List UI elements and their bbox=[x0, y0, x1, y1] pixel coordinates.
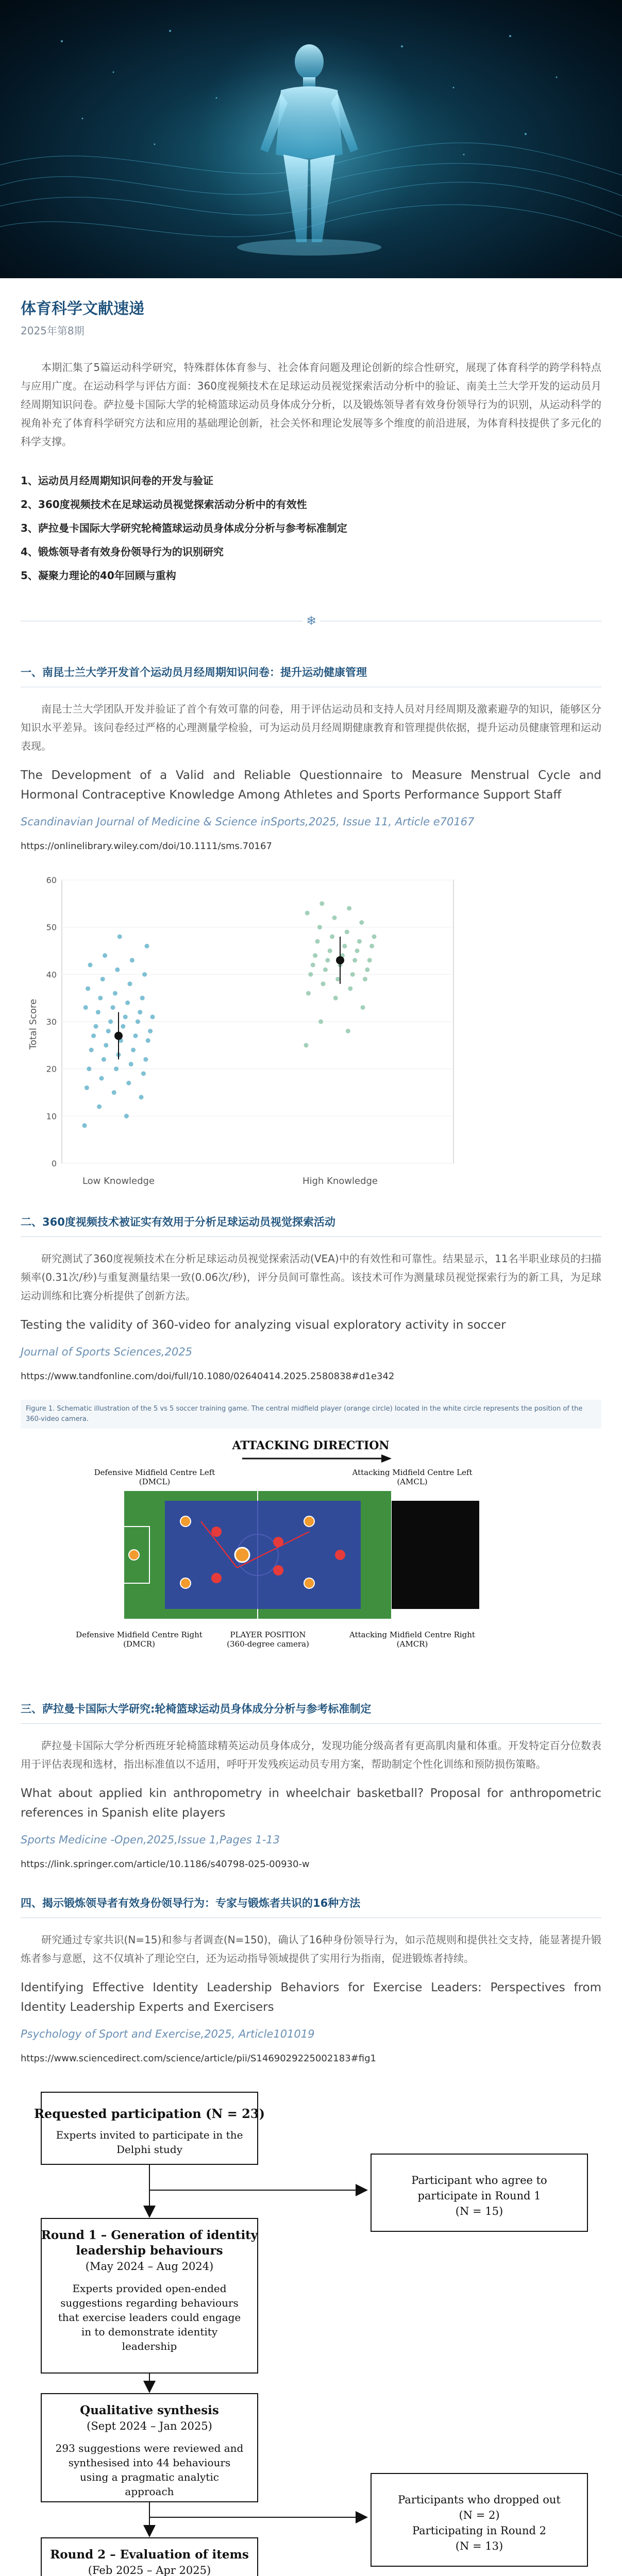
data-point bbox=[133, 1033, 138, 1038]
article-section-4 bbox=[0, 1895, 622, 2576]
data-point bbox=[139, 1095, 144, 1099]
data-point bbox=[125, 1001, 130, 1005]
flow-box-title: leadership behaviours bbox=[76, 2244, 223, 2258]
camera-player-marker bbox=[235, 1548, 249, 1562]
data-point bbox=[150, 1014, 155, 1019]
flow-box-title: Requested participation (N = 23) bbox=[34, 2106, 265, 2121]
article-summary: 南昆士兰大学团队开发并验证了首个有效可靠的问卷，用于评估运动员和支持人员对月经周期及激素避孕的知识，能够区分知识水平差异。该问卷经过严格的心理测量学检验，可为运动员月经周期健康教育和管理提供依据，提升运动员健康管理和运动表现。 bbox=[21, 703, 601, 752]
data-point bbox=[359, 920, 364, 925]
flow-box-text: that exercise leaders could engage bbox=[58, 2311, 241, 2324]
data-point bbox=[350, 972, 355, 977]
journal-citation: Scandinavian Journal of Medicine & Science inSports,2025, Issue 11, Article e70167 bbox=[21, 816, 475, 828]
data-point bbox=[347, 906, 351, 911]
figure-soccer-field bbox=[21, 1400, 601, 1678]
knowledge-score-chart bbox=[21, 870, 464, 1189]
opponent-marker bbox=[211, 1527, 222, 1537]
journal-citation: Sports Medicine -Open,2025,Issue 1,Pages 1-13 bbox=[21, 1834, 280, 1846]
flow-box-date: (Sept 2024 – Jan 2025) bbox=[87, 2420, 212, 2432]
y-tick-label: 50 bbox=[46, 922, 57, 933]
flow-side-text: (N = 13) bbox=[455, 2540, 503, 2552]
data-point bbox=[315, 939, 320, 944]
paper-title: What about applied kin anthropometry in wheelchair basketball? Proposal for anthropometric references in Spanish elite players bbox=[21, 1787, 601, 1820]
data-point bbox=[141, 1071, 146, 1076]
opponent-marker bbox=[273, 1537, 283, 1547]
paper-title: Identifying Effective Identity Leadership Behaviors for Exercise Leaders: Perspectives from Identity Leadership Experts and Exercisers bbox=[21, 1981, 601, 2014]
data-point bbox=[323, 968, 328, 972]
data-point bbox=[306, 991, 311, 996]
flow-box-title: Round 1 – Generation of identity bbox=[41, 2228, 258, 2242]
data-point bbox=[91, 1033, 96, 1038]
data-point bbox=[128, 981, 132, 986]
article-heading: 三、萨拉曼卡国际大学研究:轮椅篮球运动员身体成分分析与参考标准制定 bbox=[21, 1701, 601, 1724]
data-point bbox=[355, 948, 360, 953]
data-point bbox=[311, 963, 315, 968]
snowflake-icon: ❄ bbox=[302, 614, 320, 629]
y-tick-label: 60 bbox=[46, 875, 57, 885]
data-point bbox=[98, 996, 103, 1001]
player-marker bbox=[180, 1516, 191, 1527]
intro-paragraph: 本期汇集了5篇运动科学研究，特殊群体体育参与、社会体育问题及理论创新的综合性研究，展现了体育科学的跨学科特点与应用广度。在运动科学与评估方面：360度视频技术在足球运动员视觉探索活动分析中的验证、南美土兰大学开发的运动员月经周期知识问卷。萨拉曼卡国际大学的轮椅篮球运动员身体成分分析，以及锻炼领导者有效身份领导行为的识别，从运动科学的视角补充了体育科学研究方法和应用的基础理论创新，社会关怀和理论发展等多个维度的前沿进展，为体育科技提供了多元化的科学支撑。 bbox=[21, 361, 601, 448]
y-tick-label: 30 bbox=[46, 1017, 57, 1027]
figure-delphi-flowchart bbox=[21, 2082, 601, 2576]
data-point bbox=[121, 1024, 125, 1029]
journal-citation: Psychology of Sport and Exercise,2025, Article101019 bbox=[21, 2028, 315, 2040]
hero-image bbox=[0, 0, 622, 278]
data-point bbox=[328, 948, 332, 953]
data-point bbox=[304, 1043, 309, 1047]
data-point bbox=[348, 986, 352, 991]
data-point bbox=[369, 944, 374, 948]
article-link[interactable]: https://link.springer.com/article/10.1186/s40798-025-00930-w bbox=[21, 1859, 310, 1870]
data-point bbox=[140, 996, 145, 1001]
data-point bbox=[99, 1076, 104, 1081]
article-summary: 萨拉曼卡国际大学分析西班牙轮椅篮球精英运动员身体成分，发现功能分级高者有更高肌肉量和体重。开发特定百分位数表用于评估表现和选材，指出标准值以不适用，呼吁开发残疾运动员专用方案，帮助制定个性化训练和预防损伤策略。 bbox=[21, 1739, 601, 1770]
data-point bbox=[142, 972, 147, 977]
goal-area bbox=[392, 1501, 479, 1609]
flow-side-text: participate in Round 1 bbox=[417, 2190, 541, 2202]
toc-item[interactable]: 1、运动员月经周期知识问卷的开发与验证 bbox=[21, 474, 213, 487]
data-point bbox=[112, 1090, 116, 1095]
article-link[interactable]: https://www.tandfonline.com/doi/full/10.1080/02640414.2025.2580838#d1e342 bbox=[21, 1371, 395, 1382]
data-point bbox=[111, 1005, 115, 1010]
data-point bbox=[146, 1038, 150, 1043]
amcr-abbr: (AMCR) bbox=[396, 1639, 428, 1649]
data-point bbox=[367, 958, 372, 962]
flow-box-title: Round 2 – Evaluation of items bbox=[50, 2548, 249, 2562]
mean-point bbox=[114, 1032, 123, 1040]
article-summary: 研究测试了360度视频技术在分析足球运动员视觉探索活动(VEA)中的有效性和可靠性。结果显示，11名半职业球员的扫描频率(0.31次/秒)与重复测量结果一致(0.06次/秒)，评分员间可靠性高。该技术可作为测量球员视觉探索行为的新工具，为足球运动训练和比赛分析提供了创新方法。 bbox=[21, 1252, 601, 1302]
article-heading: 四、揭示锻炼领导者有效身份领导行为：专家与锻炼者共识的16种方法 bbox=[21, 1895, 601, 1918]
flow-box-text: Experts invited to participate in the bbox=[56, 2129, 243, 2141]
amcl-abbr: (AMCL) bbox=[397, 1477, 428, 1486]
data-point bbox=[342, 944, 347, 948]
data-point bbox=[308, 972, 313, 977]
data-point bbox=[87, 1066, 91, 1071]
amcl-label: Attacking Midfield Centre Left bbox=[352, 1468, 473, 1477]
paper-title: The Development of a Valid and Reliable Questionnaire to Measure Menstrual Cycle and Hormonal Contraceptive Knowledge Among Athletes and Sports Performance Support Staff bbox=[21, 769, 601, 802]
figure-knowledge-scatter bbox=[21, 870, 601, 1191]
toc-item[interactable]: 4、锻炼领导者有效身份领导行为的识别研究 bbox=[21, 546, 224, 558]
article-section-2 bbox=[0, 1214, 622, 1678]
article-link[interactable]: https://www.sciencedirect.com/science/article/pii/S1469029225002183#fig1 bbox=[21, 2053, 376, 2064]
data-point bbox=[130, 958, 135, 962]
flow-side-text: (N = 2) bbox=[459, 2509, 500, 2521]
data-point bbox=[85, 1086, 89, 1090]
flow-box-text: Delphi study bbox=[116, 2143, 182, 2156]
mean-point bbox=[336, 956, 344, 964]
data-point bbox=[86, 986, 90, 991]
data-point bbox=[96, 1010, 100, 1014]
opponent-marker bbox=[335, 1550, 345, 1560]
data-point bbox=[321, 981, 326, 986]
flow-box-text: synthesised into 44 behaviours bbox=[68, 2456, 231, 2469]
x-tick-label: High Knowledge bbox=[302, 1176, 378, 1187]
flow-side-text: (N = 15) bbox=[455, 2205, 503, 2217]
y-tick-label: 0 bbox=[51, 1159, 57, 1168]
data-point bbox=[102, 1057, 106, 1062]
data-point bbox=[129, 1062, 133, 1066]
data-point bbox=[346, 1029, 350, 1033]
y-axis-label: Total Score bbox=[28, 998, 39, 1050]
data-point bbox=[83, 1005, 88, 1010]
y-tick-label: 10 bbox=[46, 1111, 57, 1122]
data-point bbox=[131, 1048, 136, 1053]
data-point bbox=[100, 977, 105, 981]
data-point bbox=[106, 1029, 111, 1033]
toc-item[interactable]: 3、萨拉曼卡国际大学研究轮椅篮球运动员身体成分分析与参考标准制定 bbox=[21, 522, 347, 534]
flow-box-text: approach bbox=[125, 2485, 174, 2498]
data-point bbox=[318, 1020, 323, 1024]
data-point bbox=[305, 911, 310, 916]
data-point bbox=[94, 1024, 98, 1029]
article-section-1 bbox=[0, 664, 622, 1191]
data-point bbox=[82, 1123, 87, 1128]
player-position-label: PLAYER POSITION bbox=[230, 1630, 306, 1639]
table-of-contents bbox=[21, 471, 601, 585]
article-heading: 一、南昆士兰大学开发首个运动员月经周期知识问卷：提升运动健康管理 bbox=[21, 664, 601, 687]
data-point bbox=[124, 1114, 129, 1118]
data-point bbox=[138, 1010, 142, 1014]
data-point bbox=[108, 1020, 113, 1024]
flow-box-date: (Feb 2025 – Apr 2025) bbox=[88, 2564, 211, 2576]
flow-side-text: Participating in Round 2 bbox=[412, 2524, 547, 2537]
player-position-sub: (360-degree camera) bbox=[227, 1639, 309, 1649]
article-summary: 研究通过专家共识(N=15)和参与者调查(N=150)，确认了16种身份领导行为，如示范规则和提供社交支持，能显著提升锻炼者参与意愿，这不仅填补了理论空白，还为运动指导领域提供了实用行为指南，促进锻炼者持续。 bbox=[21, 1934, 601, 1964]
player-marker bbox=[129, 1550, 139, 1560]
article-heading: 二、360度视频技术被证实有效用于分析足球运动员视觉探索活动 bbox=[21, 1214, 601, 1237]
delphi-flowchart bbox=[21, 2082, 601, 2576]
data-point bbox=[143, 1057, 148, 1062]
data-point bbox=[345, 929, 349, 934]
data-point bbox=[117, 935, 122, 939]
data-point bbox=[332, 916, 337, 920]
player-marker bbox=[304, 1578, 314, 1588]
data-point bbox=[333, 996, 338, 1001]
data-point bbox=[335, 977, 340, 981]
data-point bbox=[363, 977, 367, 981]
flow-box-date: (May 2024 – Aug 2024) bbox=[85, 2260, 214, 2273]
opponent-marker bbox=[273, 1565, 283, 1575]
flow-box-text: using a pragmatic analytic bbox=[80, 2471, 219, 2483]
data-point bbox=[317, 925, 322, 929]
x-tick-label: Low Knowledge bbox=[82, 1176, 155, 1187]
data-point bbox=[103, 953, 107, 958]
issue-number: 2025年第8期 bbox=[21, 325, 85, 337]
data-point bbox=[115, 968, 120, 972]
flow-box-text: in to demonstrate identity bbox=[81, 2326, 218, 2338]
data-point bbox=[325, 958, 330, 962]
data-point bbox=[148, 1029, 153, 1033]
data-point bbox=[352, 958, 357, 962]
opponent-marker bbox=[211, 1573, 222, 1583]
soccer-training-diagram bbox=[21, 1429, 601, 1676]
article-link[interactable]: https://onlinelibrary.wiley.com/doi/10.1111/sms.70167 bbox=[21, 841, 272, 852]
article-section-3 bbox=[0, 1701, 622, 1872]
flow-side-text: Participants who dropped out bbox=[398, 2494, 561, 2506]
flow-side-text: Participant who agree to bbox=[411, 2174, 547, 2187]
page-title: 体育科学文献速递 bbox=[21, 300, 144, 318]
data-point bbox=[145, 944, 149, 948]
data-point bbox=[372, 935, 377, 939]
flow-box-text: suggestions regarding behaviours bbox=[60, 2297, 239, 2309]
toc-item[interactable]: 2、360度视频技术在足球运动员视觉探索活动分析中的有效性 bbox=[21, 498, 307, 511]
flow-box-text: 293 suggestions were reviewed and bbox=[55, 2442, 244, 2454]
player-marker bbox=[180, 1578, 191, 1588]
data-point bbox=[113, 991, 117, 996]
dmcr-abbr: (DMCR) bbox=[123, 1639, 155, 1649]
data-point bbox=[114, 1066, 119, 1071]
data-point bbox=[126, 1081, 131, 1086]
paper-title: Testing the validity of 360-video for analyzing visual exploratory activity in soccer bbox=[21, 1318, 506, 1332]
data-point bbox=[361, 1005, 365, 1010]
data-point bbox=[104, 1043, 108, 1047]
direction-label: ATTACKING DIRECTION bbox=[232, 1439, 390, 1452]
flow-box-title: Qualitative synthesis bbox=[80, 2403, 219, 2417]
amcr-label: Attacking Midfield Centre Right bbox=[349, 1630, 475, 1639]
dmcl-abbr: (DMCL) bbox=[139, 1477, 171, 1486]
data-point bbox=[365, 968, 369, 972]
data-point bbox=[320, 901, 324, 906]
data-point bbox=[88, 963, 93, 968]
arrow-head-icon bbox=[381, 1454, 392, 1463]
dmcr-label: Defensive Midfield Centre Right bbox=[76, 1630, 203, 1639]
section-divider bbox=[0, 600, 622, 641]
data-point bbox=[136, 1020, 140, 1024]
flow-box-text: leadership bbox=[122, 2340, 177, 2352]
y-tick-label: 20 bbox=[46, 1064, 57, 1074]
y-tick-label: 40 bbox=[46, 970, 57, 980]
figure-caption: Figure 1. Schematic illustration of the 5 vs 5 soccer training game. The central midfield player (orange circle) located in the white circle represents the position of the 360-video camera. bbox=[21, 1400, 601, 1429]
player-marker bbox=[304, 1516, 314, 1527]
data-point bbox=[89, 1048, 94, 1053]
flow-box-text: Experts provided open-ended bbox=[72, 2282, 227, 2295]
toc-item[interactable]: 5、凝聚力理论的40年回顾与重构 bbox=[21, 569, 176, 582]
data-point bbox=[357, 939, 362, 944]
header bbox=[0, 278, 622, 585]
digital-human-illustration bbox=[0, 0, 622, 278]
data-point bbox=[97, 1105, 102, 1109]
data-point bbox=[330, 935, 334, 939]
data-point bbox=[123, 1014, 128, 1019]
dmcl-label: Defensive Midfield Centre Left bbox=[94, 1468, 215, 1477]
data-point bbox=[313, 953, 317, 958]
journal-citation: Journal of Sports Sciences,2025 bbox=[21, 1346, 193, 1358]
